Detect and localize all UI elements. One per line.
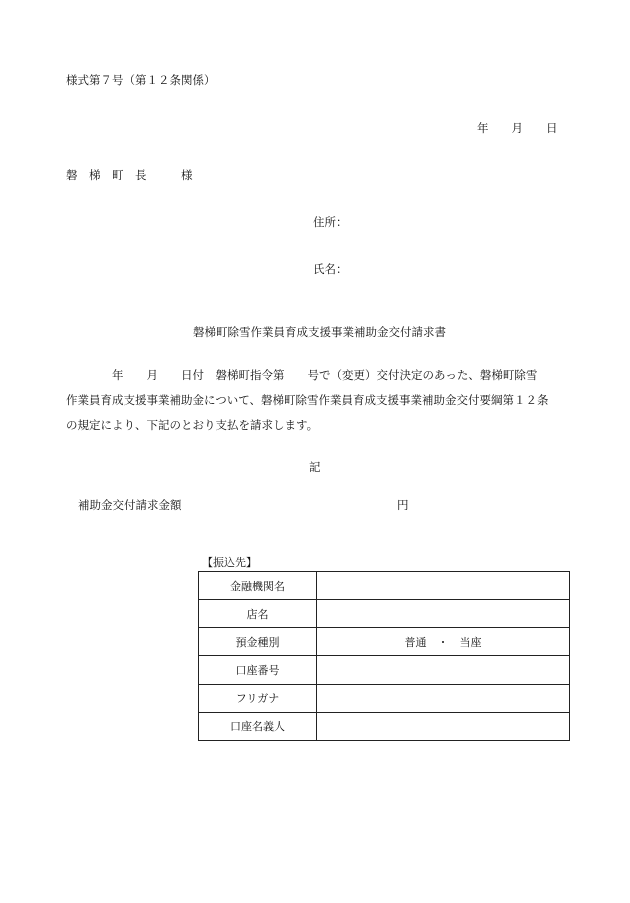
- furigana-field[interactable]: [317, 684, 570, 712]
- body-paragraph: [66, 363, 580, 438]
- document-title: 磐梯町除雪作業員育成支援事業補助金交付請求書: [193, 325, 446, 339]
- form-number: 様式第７号（第１２条関係）: [66, 73, 216, 87]
- account-number-field[interactable]: [317, 656, 570, 684]
- body-line: 作業員育成支援事業補助金について、磐梯町除雪作業員育成支援事業補助金交付要綱第１２条: [66, 393, 549, 407]
- amount-unit: 円: [397, 498, 409, 512]
- amount-label: 補助金交付請求金額: [78, 498, 182, 512]
- branch-name-label: 店名: [199, 600, 317, 628]
- bank-name-field[interactable]: [317, 572, 570, 600]
- account-number-label: 口座番号: [199, 656, 317, 684]
- bank-name-label: 金融機関名: [199, 572, 317, 600]
- ki-heading: 記: [309, 460, 321, 474]
- bank-table: [198, 571, 570, 741]
- furigana-label: フリガナ: [199, 684, 317, 712]
- body-line: の規定により、下記のとおり支払を請求します。: [66, 418, 319, 432]
- name-label: 氏名：: [313, 262, 348, 276]
- table-row: [199, 628, 570, 656]
- address-label: 住所：: [313, 215, 348, 229]
- deposit-type-field[interactable]: 普通 ・ 当座: [317, 628, 570, 656]
- table-row: [199, 684, 570, 712]
- bank-heading: 【振込先】: [202, 556, 257, 569]
- deposit-type-label: 預金種別: [199, 628, 317, 656]
- table-row: [199, 656, 570, 684]
- table-row: [199, 572, 570, 600]
- body-line: 年 月 日付 磐梯町指令第 号で（変更）交付決定のあった、磐梯町除雪: [66, 368, 538, 382]
- account-holder-field[interactable]: [317, 712, 570, 740]
- date-line: 年 月 日: [477, 121, 558, 135]
- addressee: 磐 梯 町 長 様: [66, 168, 193, 182]
- table-row: [199, 600, 570, 628]
- account-holder-label: 口座名義人: [199, 712, 317, 740]
- table-row: [199, 712, 570, 740]
- branch-name-field[interactable]: [317, 600, 570, 628]
